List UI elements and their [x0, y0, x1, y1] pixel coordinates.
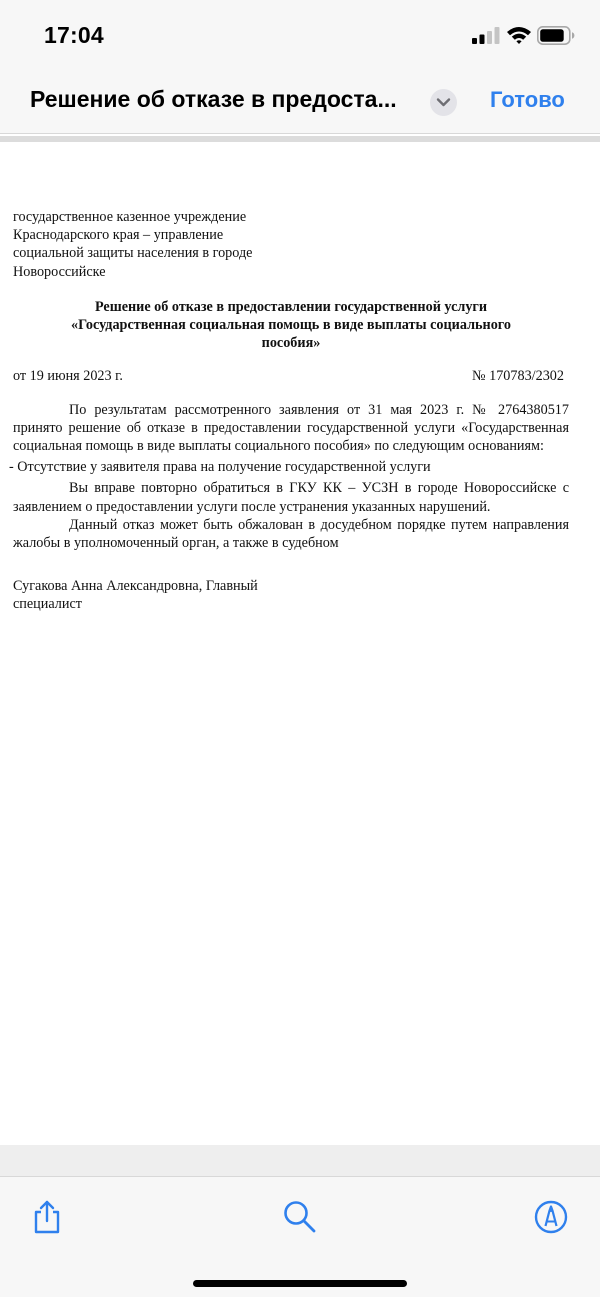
share-icon: [29, 1199, 65, 1235]
navigation-bar: [0, 70, 600, 134]
chevron-down-icon: [436, 97, 451, 108]
document-page[interactable]: [0, 142, 600, 1145]
document-body: [9, 401, 569, 553]
done-button[interactable]: Готово: [490, 87, 565, 112]
status-time: 17:04: [44, 22, 104, 48]
signature-block: [13, 577, 569, 613]
sender-line: социальной защиты населения в городе: [13, 245, 253, 262]
title-menu-button[interactable]: [430, 89, 457, 116]
sender-line: государственное казенное учреждение: [13, 209, 247, 225]
date-number-row: [13, 367, 569, 385]
document-heading: [13, 298, 569, 353]
heading-line: Решение об отказе в предоставлении государственной услуги: [94, 298, 488, 315]
markup-button[interactable]: [533, 1199, 569, 1235]
sender-line: Новороссийске: [13, 263, 106, 280]
battery-icon: [537, 26, 575, 45]
paragraph-reapply: Вы вправе повторно обратиться в ГКУ КК – УСЗН в городе Новороссийске с заявлением о предоставлении услуги после устранения указанных нарушений.: [13, 480, 569, 515]
search-button[interactable]: [282, 1199, 318, 1235]
refusal-reason: - Отсутствие у заявителя права на получение государственной услуги: [9, 459, 431, 476]
bottom-toolbar: [0, 1176, 600, 1297]
sender-line: Краснодарского края – управление: [13, 227, 224, 244]
home-indicator[interactable]: [193, 1280, 407, 1287]
heading-line: пособия»: [261, 335, 321, 352]
sender-block: [13, 208, 569, 281]
share-button[interactable]: [29, 1199, 65, 1235]
decision-number: № 170783/2302: [472, 368, 564, 385]
document-content: [9, 208, 569, 614]
search-icon: [282, 1199, 318, 1235]
paragraph-appeal: Данный отказ может быть обжалован в досудебном порядке путем направления жалобы в уполномоченный орган, а также в судебном: [13, 516, 569, 552]
decision-date: от 19 июня 2023 г.: [13, 368, 123, 385]
document-title[interactable]: Решение об отказе в предоста...: [30, 86, 397, 112]
heading-line: «Государственная социальная помощь в виде выплаты социального: [71, 317, 511, 334]
markup-pen-icon: [533, 1199, 569, 1235]
paragraph-result: По результатам рассмотренного заявления от 31 мая 2023 г. № 2764380517 принято решение об отказе в предоставлении государственной услуги «Государственная социальная помощь в виде выплаты социального пособия» по следующим основаниям:: [13, 401, 569, 455]
wifi-icon: [506, 25, 532, 45]
signature-line: Сугакова Анна Александровна, Главный: [13, 578, 258, 595]
cellular-signal-icon: [472, 27, 500, 44]
page-gap: [0, 1145, 600, 1176]
signature-line: специалист: [13, 596, 82, 613]
status-bar: [0, 0, 600, 70]
